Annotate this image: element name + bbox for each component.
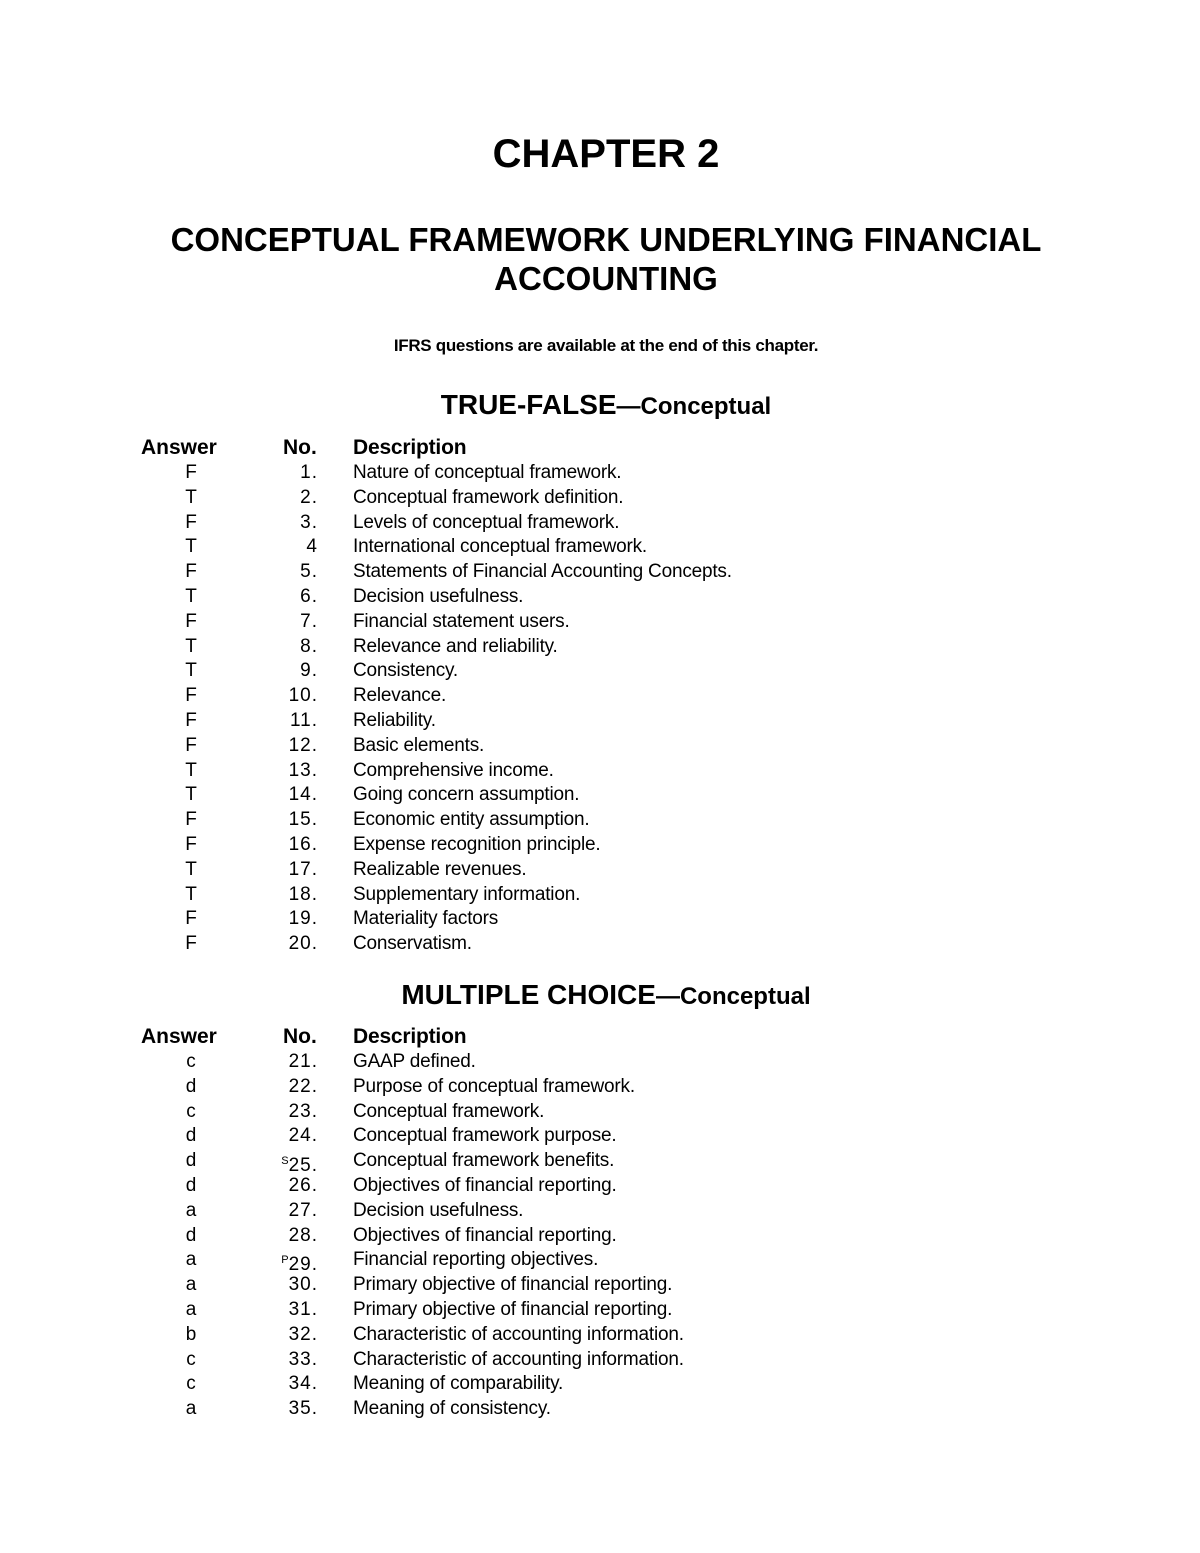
answer-cell: F: [185, 908, 197, 930]
answer-cell: F: [185, 511, 197, 533]
answer-cell: T: [185, 585, 197, 607]
table-row: [0, 883, 1200, 908]
table-row: [0, 1372, 1200, 1397]
question-number-cell: [262, 635, 318, 660]
answer-cell: F: [185, 933, 197, 955]
answer-cell: F: [185, 561, 197, 583]
question-number: 11.: [289, 709, 318, 731]
description-cell: Primary objective of financial reporting.: [353, 1298, 673, 1320]
number-column-header: No.: [283, 436, 317, 459]
question-number: 7.: [300, 610, 318, 632]
question-number: 28.: [288, 1224, 318, 1246]
description-cell: Objectives of financial reporting.: [353, 1174, 617, 1196]
description-cell: Purpose of conceptual framework.: [353, 1075, 635, 1097]
chapter-title-line-1: CONCEPTUAL FRAMEWORK UNDERLYING FINANCIAL: [170, 221, 1042, 258]
question-number-cell: [262, 907, 318, 932]
description-cell: Primary objective of financial reporting.: [353, 1274, 673, 1296]
table-row: [0, 932, 1200, 957]
description-cell: Objectives of financial reporting.: [353, 1224, 617, 1246]
answer-cell: a: [185, 1249, 197, 1271]
description-cell: Conceptual framework purpose.: [353, 1125, 617, 1147]
answer-cell: c: [186, 1100, 196, 1122]
chapter-title: [0, 220, 1200, 298]
table-row: [0, 1100, 1200, 1125]
description-cell: Realizable revenues.: [353, 858, 527, 880]
description-column-header: Description: [353, 436, 467, 459]
question-number: 33.: [288, 1348, 318, 1370]
true-false-title-sub: Conceptual: [640, 393, 772, 420]
question-number: 3.: [300, 511, 318, 533]
question-number: 34.: [288, 1373, 318, 1395]
table-row: [0, 1050, 1200, 1075]
question-marker: S: [281, 1155, 289, 1168]
description-cell: Comprehensive income.: [353, 759, 554, 781]
answer-cell: T: [185, 486, 197, 508]
table-row: [0, 560, 1200, 585]
answer-cell: T: [185, 759, 197, 781]
description-cell: Decision usefulness.: [353, 1199, 524, 1221]
description-cell: Consistency.: [353, 660, 458, 682]
description-cell: Relevance and reliability.: [353, 635, 558, 657]
question-number-cell: [262, 461, 318, 486]
table-row: [0, 684, 1200, 709]
description-cell: Meaning of comparability.: [353, 1373, 564, 1395]
table-row: [0, 734, 1200, 759]
question-number-cell: [262, 1372, 318, 1397]
table-row: [0, 709, 1200, 734]
question-number-cell: [262, 1323, 318, 1348]
table-row: [0, 1199, 1200, 1224]
description-cell: Reliability.: [353, 709, 436, 731]
table-row: [0, 659, 1200, 684]
table-row: [0, 1273, 1200, 1298]
description-cell: Conceptual framework.: [353, 1100, 545, 1122]
answer-cell: F: [185, 833, 197, 855]
table-row: [0, 1298, 1200, 1323]
question-number: 25.: [288, 1155, 318, 1177]
table-row: [0, 1348, 1200, 1373]
question-number: 27.: [288, 1199, 318, 1221]
question-number: 31.: [288, 1298, 318, 1320]
question-number: 1.: [300, 462, 318, 483]
question-number: 10.: [288, 685, 318, 707]
answer-cell: b: [185, 1323, 197, 1345]
table-row: [0, 1323, 1200, 1348]
question-number-cell: [262, 883, 318, 908]
description-cell: GAAP defined.: [353, 1051, 476, 1072]
question-number: 15.: [288, 809, 318, 831]
question-number: 8.: [300, 635, 318, 657]
answer-cell: c: [186, 1373, 196, 1395]
answer-cell: T: [185, 536, 197, 558]
multiple-choice-title-dash: —: [655, 983, 680, 1010]
table-row: [0, 486, 1200, 511]
true-false-header-row: [0, 434, 1200, 461]
number-column-header: No.: [283, 1025, 317, 1048]
ifrs-note: IFRS questions are available at the end of this chapter.: [393, 336, 819, 355]
description-cell: Economic entity assumption.: [353, 809, 590, 831]
question-number: 9.: [300, 660, 318, 682]
table-row: [0, 461, 1200, 486]
multiple-choice-table: [0, 1023, 1200, 1422]
table-row: [0, 1124, 1200, 1149]
question-number: 5.: [300, 561, 318, 583]
question-number: 16.: [288, 833, 318, 855]
description-cell: Statements of Financial Accounting Concepts.: [353, 561, 732, 583]
answer-cell: a: [185, 1398, 197, 1420]
table-row: [0, 833, 1200, 858]
table-row: [0, 1075, 1200, 1100]
table-row: [0, 907, 1200, 932]
table-row: [0, 808, 1200, 833]
question-number-cell: [262, 833, 318, 858]
description-cell: Meaning of consistency.: [353, 1398, 551, 1420]
description-cell: Expense recognition principle.: [353, 833, 601, 855]
description-cell: Conceptual framework benefits.: [353, 1150, 615, 1172]
answer-cell: c: [186, 1051, 196, 1072]
question-number: 19.: [288, 908, 318, 930]
table-row: [0, 1248, 1200, 1276]
true-false-section-title: [0, 388, 1200, 427]
description-cell: Conceptual framework definition.: [353, 486, 624, 508]
table-row: [0, 511, 1200, 536]
question-number: 23.: [288, 1100, 318, 1122]
question-number-cell: [262, 734, 318, 759]
answer-cell: T: [185, 635, 197, 657]
question-number: 6.: [300, 585, 318, 607]
answer-cell: d: [185, 1075, 197, 1097]
question-number: 18.: [288, 883, 318, 905]
table-row: [0, 783, 1200, 808]
table-row: [0, 1397, 1200, 1422]
answer-cell: F: [185, 809, 197, 831]
question-number-cell: [262, 783, 318, 808]
question-number: 35.: [288, 1398, 318, 1420]
answer-cell: a: [185, 1199, 197, 1221]
answer-cell: T: [185, 883, 197, 905]
question-number-cell: [262, 535, 318, 560]
answer-cell: d: [185, 1150, 197, 1172]
answer-cell: d: [185, 1125, 197, 1147]
question-number-cell: [262, 808, 318, 833]
description-cell: Characteristic of accounting information.: [353, 1348, 684, 1370]
description-cell: Decision usefulness.: [353, 585, 524, 607]
question-number: 32.: [288, 1323, 318, 1345]
question-number-cell: [262, 709, 318, 734]
multiple-choice-header-row: [0, 1023, 1200, 1050]
answer-column-header: Answer: [141, 436, 217, 459]
description-cell: Basic elements.: [353, 734, 485, 756]
question-number: 29.: [288, 1254, 318, 1276]
answer-cell: F: [185, 462, 197, 483]
question-number: 17.: [288, 858, 318, 880]
question-number-cell: [262, 1273, 318, 1298]
table-row: [0, 858, 1200, 883]
description-cell: Materiality factors: [353, 908, 499, 930]
question-number-cell: [262, 1174, 318, 1199]
question-number: 21.: [288, 1051, 318, 1072]
question-number: 30.: [288, 1274, 318, 1296]
question-number-cell: [262, 659, 318, 684]
table-row: [0, 535, 1200, 560]
answer-cell: F: [185, 610, 197, 632]
table-row: [0, 759, 1200, 784]
description-cell: Levels of conceptual framework.: [353, 511, 620, 533]
multiple-choice-title-main: MULTIPLE CHOICE: [401, 979, 656, 1010]
question-number: 24.: [288, 1125, 318, 1147]
chapter-heading: CHAPTER 2: [492, 132, 720, 176]
question-number-cell: [262, 932, 318, 957]
answer-cell: T: [185, 784, 197, 806]
answer-cell: T: [185, 660, 197, 682]
true-false-title-main: TRUE-FALSE: [440, 389, 617, 420]
question-number-cell: [262, 560, 318, 585]
question-number-cell: [262, 684, 318, 709]
answer-cell: F: [185, 709, 197, 731]
question-number-cell: [262, 858, 318, 883]
answer-cell: a: [185, 1298, 197, 1320]
question-number: 13.: [288, 759, 318, 781]
true-false-title-dash: —: [616, 393, 641, 420]
question-number-cell: [262, 1397, 318, 1422]
chapter-title-line-2: ACCOUNTING: [494, 260, 718, 297]
question-number-cell: [262, 511, 318, 536]
question-number: 12.: [288, 734, 318, 756]
description-cell: International conceptual framework.: [353, 536, 647, 558]
question-number-cell: [262, 1199, 318, 1224]
question-number: 22.: [288, 1075, 318, 1097]
answer-cell: T: [185, 858, 197, 880]
description-column-header: Description: [353, 1025, 467, 1048]
question-number-cell: [262, 610, 318, 635]
description-cell: Characteristic of accounting information.: [353, 1323, 684, 1345]
description-cell: Supplementary information.: [353, 883, 581, 905]
answer-cell: c: [186, 1348, 196, 1370]
table-row: [0, 1224, 1200, 1249]
description-cell: Going concern assumption.: [353, 784, 580, 806]
description-cell: Conservatism.: [353, 933, 472, 955]
true-false-table: [0, 434, 1200, 957]
question-number: 26.: [288, 1174, 318, 1196]
question-number-cell: [262, 1075, 318, 1100]
answer-cell: a: [185, 1274, 197, 1296]
question-marker: P: [281, 1254, 289, 1267]
question-number: 4: [306, 536, 318, 558]
question-number-cell: [262, 585, 318, 610]
multiple-choice-title-sub: Conceptual: [679, 983, 811, 1010]
answer-cell: d: [185, 1224, 197, 1246]
answer-cell: F: [185, 734, 197, 756]
question-number-cell: [262, 486, 318, 511]
description-cell: Nature of conceptual framework.: [353, 462, 622, 483]
question-number: 14.: [288, 784, 318, 806]
question-number-cell: [262, 1348, 318, 1373]
multiple-choice-section-title: [0, 978, 1200, 1017]
table-row: [0, 1174, 1200, 1199]
answer-cell: d: [185, 1174, 197, 1196]
question-number-cell: [262, 759, 318, 784]
question-number: 20.: [288, 933, 318, 955]
description-cell: Financial statement users.: [353, 610, 570, 632]
question-number-cell: [262, 1050, 318, 1075]
answer-column-header: Answer: [141, 1025, 217, 1048]
question-number-cell: [262, 1224, 318, 1249]
table-row: [0, 635, 1200, 660]
description-cell: Financial reporting objectives.: [353, 1249, 599, 1271]
question-number-cell: [262, 1124, 318, 1149]
question-number: 2.: [300, 486, 318, 508]
table-row: [0, 585, 1200, 610]
table-row: [0, 610, 1200, 635]
question-number-cell: [262, 1298, 318, 1323]
question-number-cell: [262, 1100, 318, 1125]
table-row: [0, 1149, 1200, 1177]
description-cell: Relevance.: [353, 685, 447, 707]
answer-cell: F: [185, 685, 197, 707]
